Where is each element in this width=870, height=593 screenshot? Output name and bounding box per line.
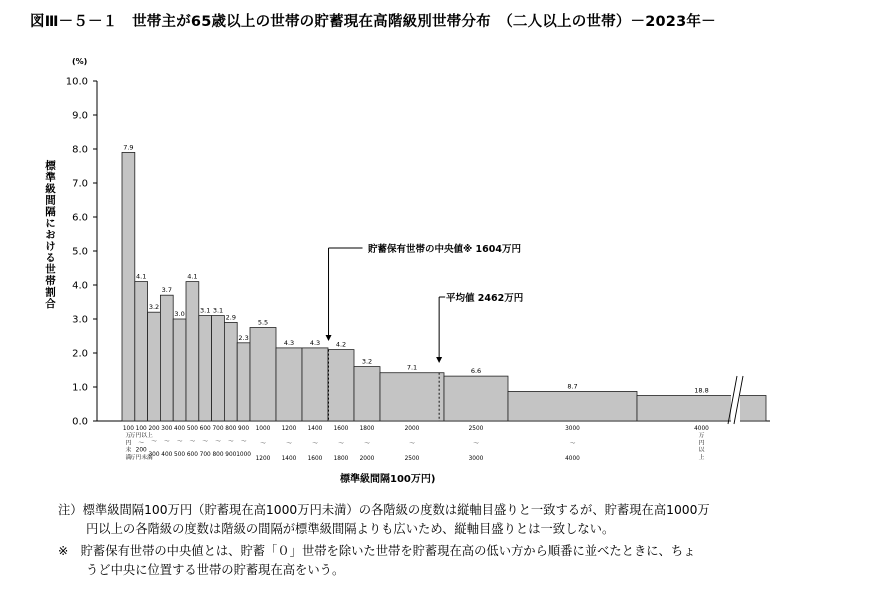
x-tick-label: 万 — [698, 433, 705, 440]
histogram-bar — [250, 328, 276, 422]
histogram-bar — [302, 348, 328, 421]
x-tick-label: ～ — [215, 439, 221, 445]
x-tick-label: 200 — [148, 426, 160, 432]
bar-value-label: 3.2 — [148, 303, 160, 312]
x-tick-label: ～ — [286, 441, 292, 447]
x-tick-label: 以 — [698, 447, 705, 454]
figure-title: 図Ⅲ－５－１ 世帯主が65歳以上の世帯の貯蓄現在高階級別世帯分布 （二人以上の世帯）－2023年－ — [30, 14, 716, 30]
x-tick-label: 900 — [238, 426, 250, 432]
histogram-bar — [444, 376, 508, 421]
x-tick-label: 100 — [135, 426, 147, 432]
histogram-bar — [328, 350, 354, 421]
histogram-bar — [380, 373, 444, 421]
histogram-bar — [237, 343, 250, 421]
histogram-bar — [637, 396, 766, 422]
bar-value-label: 4.2 — [335, 340, 347, 349]
y-tick-label: 2.0 — [72, 348, 88, 360]
x-tick-label: ～ — [260, 441, 266, 447]
note-line-2: 円以上の各階級の度数は階級の間隔が標準級間隔よりも広いため、縦軸目盛りとは一致しない。 — [86, 522, 615, 536]
x-tick-label: ～ — [176, 439, 183, 445]
histogram-bar — [508, 391, 637, 421]
note-line-1: 注）標準級間隔100万円（貯蓄現在高1000万円未満）の各階級の度数は縦軸目盛りと一致するが、貯蓄現在高1000万 — [58, 503, 710, 517]
x-tick-label: 800 — [212, 452, 224, 458]
marker-arrow-head — [326, 335, 332, 341]
x-tick-label: 1400 — [307, 426, 323, 432]
x-tick-label: 700 — [212, 426, 224, 432]
x-tick-label: 900 — [225, 452, 237, 458]
x-tick-label: 400 — [161, 452, 173, 458]
x-tick-label: 2500 — [404, 456, 420, 462]
x-tick-label: 円 — [698, 440, 705, 447]
histogram-bar — [148, 312, 161, 421]
x-tick-label: 1800 — [333, 456, 349, 462]
x-tick-label: 300 — [148, 452, 160, 458]
histogram-bar — [135, 282, 148, 421]
x-tick-label: 2000 — [404, 426, 420, 432]
x-tick-label: 3000 — [565, 426, 580, 432]
bar-value-label: 2.9 — [225, 313, 236, 322]
histogram-bar — [224, 322, 237, 421]
x-tick-label: 100 — [122, 426, 134, 432]
bar-value-label: 18.8 — [694, 386, 709, 395]
x-tick-label: 1600 — [307, 456, 323, 462]
x-tick-label: 2500 — [468, 426, 484, 432]
x-tick-label: 4000 — [565, 456, 580, 462]
histogram-bar — [212, 316, 225, 421]
y-tick-label: 7.0 — [72, 178, 88, 190]
bar-value-label: 3.1 — [212, 306, 224, 315]
bar-value-label: 2.3 — [238, 333, 249, 342]
x-tick-label: 1800 — [359, 426, 375, 432]
y-tick-label: 0.0 — [72, 416, 88, 428]
x-tick-label: 円 — [125, 440, 132, 447]
y-tick-label: 8.0 — [72, 144, 88, 156]
x-tick-label: 1000 — [255, 426, 271, 432]
note-line-4: うど中央に位置する世帯の貯蓄現在高をいう。 — [86, 563, 345, 577]
histogram-bar — [354, 367, 380, 421]
x-tick-label: 未 — [125, 447, 132, 454]
bar-value-label: 3.2 — [361, 357, 373, 366]
histogram-bar — [173, 319, 186, 421]
y-axis-label: 標準級間隔における世帯割合 — [44, 160, 56, 310]
x-tick-label: 上 — [698, 454, 705, 461]
x-tick-label: 500 — [186, 426, 198, 432]
x-tick-label: 万円未満 — [129, 454, 153, 461]
bar-value-label: 4.3 — [283, 338, 295, 347]
median-annotation: 貯蓄保有世帯の中央値※ 1604万円 — [368, 244, 521, 255]
x-tick-label: 1000 — [236, 452, 251, 458]
x-tick-label: 1400 — [281, 456, 297, 462]
bar-value-label: 3.1 — [200, 306, 211, 315]
x-tick-label: 万円以上 — [129, 433, 153, 440]
histogram-bar — [276, 348, 302, 421]
x-tick-label: ～ — [189, 439, 196, 445]
x-tick-label: ～ — [151, 439, 157, 445]
bar-value-label: 4.1 — [136, 272, 147, 281]
bar-value-label: 6.6 — [470, 367, 482, 376]
x-tick-label: 3000 — [468, 456, 484, 462]
bar-value-label: 5.5 — [257, 318, 269, 327]
x-tick-label: 1200 — [255, 456, 271, 462]
x-tick-label: ～ — [163, 439, 170, 445]
x-tick-label: ～ — [473, 441, 479, 447]
y-tick-label: 3.0 — [72, 314, 88, 326]
x-tick-label: ～ — [312, 441, 318, 447]
x-tick-label: ～ — [409, 441, 415, 447]
y-axis-unit: (%) — [72, 57, 88, 66]
x-tick-label: 500 — [174, 452, 186, 458]
bar-value-label: 3.7 — [161, 286, 172, 295]
bar-value-label: 4.1 — [187, 272, 198, 281]
x-tick-label: 600 — [186, 452, 198, 458]
x-tick-label: 1600 — [333, 426, 349, 432]
y-tick-label: 5.0 — [72, 246, 88, 258]
x-tick-label: ～ — [569, 441, 576, 447]
x-tick-label: 4000 — [694, 426, 709, 432]
x-tick-label: ～ — [202, 439, 209, 445]
x-tick-label: 万 — [125, 433, 132, 440]
bar-value-label: 7.1 — [406, 363, 418, 372]
x-tick-label: ～ — [338, 441, 344, 447]
y-tick-label: 6.0 — [72, 212, 88, 224]
y-tick-label: 10.0 — [65, 76, 88, 88]
x-tick-label: 1200 — [281, 426, 297, 432]
x-tick-label: ～ — [138, 440, 145, 447]
x-tick-label: 800 — [225, 426, 237, 432]
bar-value-label: 7.9 — [123, 143, 134, 152]
x-tick-label: 600 — [199, 426, 211, 432]
bar-value-label: 8.7 — [567, 382, 578, 391]
bar-value-label: 3.0 — [174, 310, 185, 318]
x-tick-label: ～ — [364, 441, 370, 447]
x-tick-label: 400 — [174, 426, 186, 432]
x-tick-label: 2000 — [359, 456, 375, 462]
y-tick-label: 9.0 — [72, 110, 88, 122]
y-tick-label: 1.0 — [72, 382, 88, 394]
histogram-bar — [199, 316, 212, 421]
x-axis-label: 標準級間隔100万円) — [340, 474, 436, 485]
histogram-bar — [160, 295, 173, 421]
histogram-bar — [122, 152, 135, 421]
marker-arrow-head — [436, 357, 442, 363]
x-tick-label: 300 — [161, 426, 173, 432]
x-tick-label: 満 — [125, 454, 132, 461]
x-tick-label: 200 — [135, 447, 147, 454]
x-tick-label: ～ — [227, 439, 234, 445]
histogram-bar — [186, 282, 199, 421]
mean-annotation: 平均値 2462万円 — [446, 293, 524, 304]
bar-value-label: 4.3 — [309, 338, 321, 347]
note-line-3: ※ 貯蓄保有世帯の中央値とは、貯蓄「０」世帯を除いた世帯を貯蓄現在高の低い方から順番に並べたときに、ちょ — [58, 544, 696, 558]
x-tick-label: 700 — [199, 452, 211, 458]
y-tick-label: 4.0 — [72, 280, 88, 292]
x-tick-label: ～ — [240, 439, 247, 445]
